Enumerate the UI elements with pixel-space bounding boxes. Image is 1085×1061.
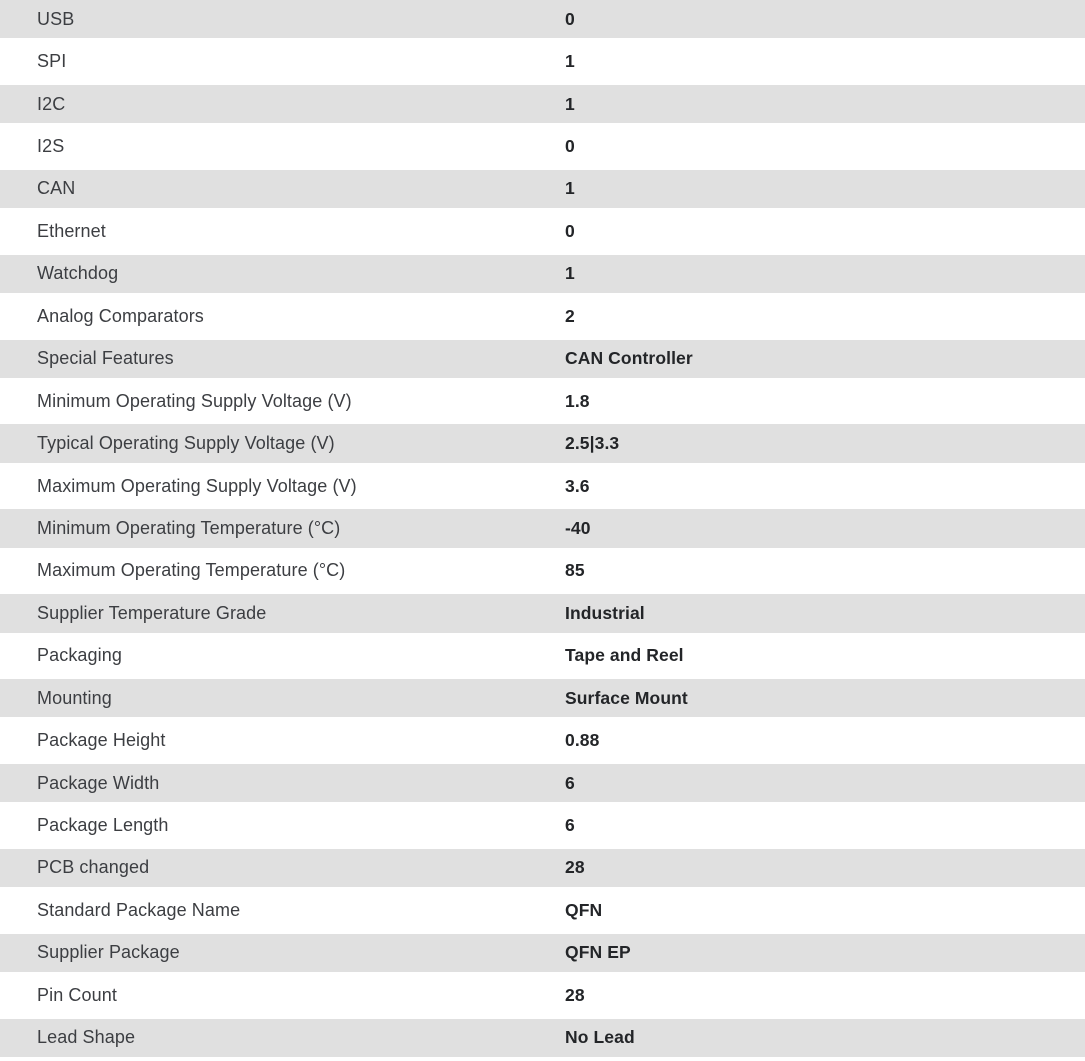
spec-value: 0 [565,220,575,241]
spec-value: -40 [565,517,591,538]
table-row [0,891,1085,933]
spec-label: Packaging [37,645,122,666]
spec-label: Pin Count [37,984,117,1005]
table-row [0,1019,1085,1061]
spec-value: 6 [565,772,575,793]
spec-label: Minimum Operating Temperature (°C) [37,517,341,538]
table-row [0,934,1085,976]
spec-value: 1 [565,51,575,72]
table-row [0,0,1085,42]
table-row [0,467,1085,509]
spec-label: Special Features [37,348,174,369]
spec-label: I2C [37,93,66,114]
spec-value: Industrial [565,602,645,623]
spec-value: CAN Controller [565,348,693,369]
spec-label: Ethernet [37,220,106,241]
spec-label: Watchdog [37,263,119,284]
spec-label: Package Height [37,730,166,751]
table-row [0,424,1085,466]
table-row [0,255,1085,297]
spec-value: 1.8 [565,390,590,411]
spec-value: QFN [565,899,603,920]
spec-value: 6 [565,815,575,836]
table-row [0,679,1085,721]
spec-label: Maximum Operating Temperature (°C) [37,560,346,581]
spec-label: Standard Package Name [37,899,241,920]
spec-label: SPI [37,51,67,72]
spec-value: Surface Mount [565,687,688,708]
table-row [0,764,1085,806]
spec-value: QFN EP [565,942,631,963]
spec-label: I2S [37,136,65,157]
table-row [0,806,1085,848]
spec-label: USB [37,8,75,29]
spec-value: 1 [565,93,575,114]
spec-value: 0 [565,136,575,157]
spec-label: CAN [37,178,76,199]
spec-value: Tape and Reel [565,645,684,666]
table-row [0,340,1085,382]
spec-value: 85 [565,560,585,581]
table-row [0,382,1085,424]
spec-label: Lead Shape [37,1027,136,1048]
spec-value: 2 [565,305,575,326]
table-row [0,127,1085,169]
spec-value: 28 [565,984,585,1005]
spec-value: 28 [565,857,585,878]
spec-label: Package Width [37,772,160,793]
table-row [0,721,1085,763]
spec-value: 0 [565,8,575,29]
table-row [0,976,1085,1018]
spec-value: 2.5|3.3 [565,433,620,454]
spec-value: No Lead [565,1027,635,1048]
spec-value: 3.6 [565,475,590,496]
table-row [0,509,1085,551]
spec-label: Analog Comparators [37,305,204,326]
table-row [0,42,1085,84]
spec-label: PCB changed [37,857,150,878]
spec-label: Maximum Operating Supply Voltage (V) [37,475,357,496]
spec-label: Minimum Operating Supply Voltage (V) [37,390,352,411]
table-row [0,849,1085,891]
spec-label: Mounting [37,687,112,708]
table-row [0,552,1085,594]
spec-label: Supplier Package [37,942,180,963]
spec-value: 0.88 [565,730,600,751]
spec-label: Supplier Temperature Grade [37,602,267,623]
table-row [0,297,1085,339]
table-row [0,637,1085,679]
table-row [0,212,1085,254]
spec-value: 1 [565,178,575,199]
spec-label: Typical Operating Supply Voltage (V) [37,433,335,454]
spec-value: 1 [565,263,575,284]
table-row [0,85,1085,127]
table-row [0,594,1085,636]
table-row [0,170,1085,212]
spec-label: Package Length [37,815,169,836]
